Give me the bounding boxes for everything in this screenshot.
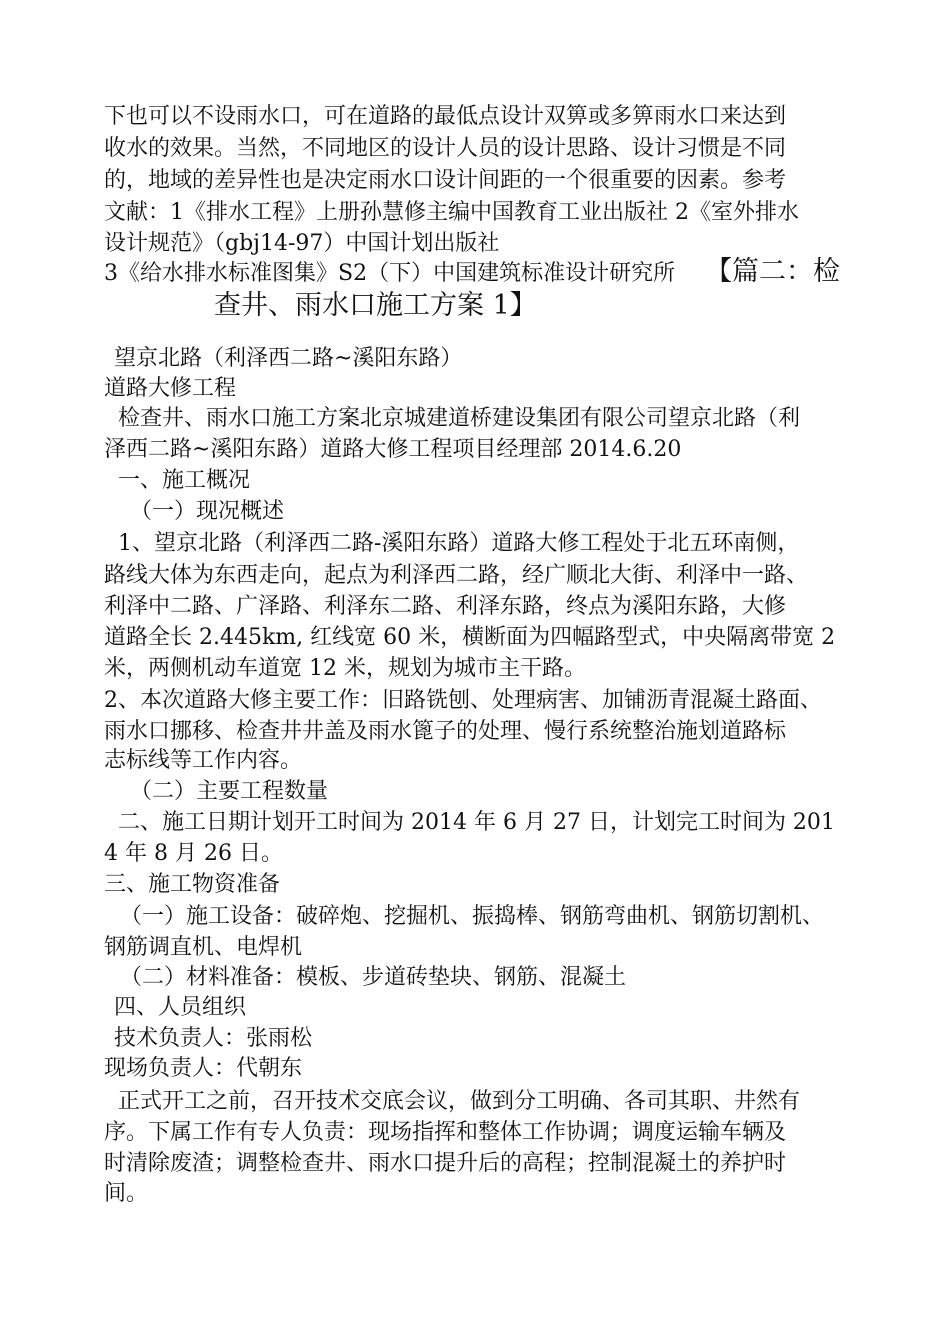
- text-line: 下也可以不设雨水口，可在道路的最低点设计双箅或多箅雨水口来达到: [104, 104, 787, 129]
- text-line: 正式开工之前，召开技术交底会议，做到分工明确、各司其职、井然有: [118, 1089, 801, 1114]
- text-line: 利泽中二路、广泽路、利泽东二路、利泽东路，终点为溪阳东路，大修: [104, 594, 787, 619]
- text-line: 现场负责人：代朝东: [104, 1056, 303, 1081]
- text-line: 道路全长 2.445km, 红线宽 60 米，横断面为四幅路型式，中央隔离带宽 2: [104, 625, 836, 650]
- text-line: 间。: [104, 1181, 149, 1206]
- text-line: 望京北路（利泽西二路~溪阳东路）: [114, 346, 463, 371]
- text-line: 文献：1《排水工程》上册孙慧修主编中国教育工业出版社 2《室外排水: [104, 200, 799, 225]
- section-heading-part2: 查井、雨水口施工方案 1】: [214, 290, 537, 321]
- text-line: 道路大修工程: [104, 376, 237, 401]
- text-line: （二）材料准备：模板、步道砖垫块、钢筋、混凝土: [120, 965, 627, 990]
- text-line: 二、施工日期计划开工时间为 2014 年 6 月 27 日，计划完工时间为 201: [118, 810, 835, 835]
- text-line: 时清除废渣；调整检查井、雨水口提升后的高程；控制混凝土的养护时: [104, 1151, 787, 1176]
- text-line: 收水的效果。当然，不同地区的设计人员的设计思路、设计习惯是不同: [104, 136, 787, 161]
- text-line: 泽西二路~溪阳东路）道路大修工程项目经理部 2014.6.20: [104, 437, 682, 462]
- text-line: 4 年 8 月 26 日。: [104, 841, 283, 866]
- text-line: 技术负责人：张雨松: [114, 1026, 313, 1051]
- text-line: 设计规范》（gbj14-97）中国计划出版社: [104, 231, 500, 256]
- text-line: （一）施工设备：破碎炮、挖掘机、振捣棒、钢筋弯曲机、钢筋切割机、: [120, 904, 825, 929]
- text-line: 1、望京北路（利泽西二路-溪阳东路）道路大修工程处于北五环南侧，: [118, 531, 800, 556]
- text-line: 三、施工物资准备: [104, 872, 281, 897]
- text-line: （一）现况概述: [130, 499, 285, 524]
- text-line: 2、本次道路大修主要工作：旧路铣刨、处理病害、加铺沥青混凝土路面、: [104, 688, 822, 713]
- section-heading-part1: 【篇二：检: [705, 256, 840, 287]
- text-line: 路线大体为东西走向，起点为利泽西二路，经广顺北大街、利泽中一路、: [104, 563, 809, 588]
- text-line: 钢筋调直机、电焊机: [104, 935, 303, 960]
- text-line: 3《给水排水标准图集》S2（下）中国建筑标准设计研究所: [104, 261, 676, 286]
- text-line: 雨水口挪移、检查井井盖及雨水篦子的处理、慢行系统整治施划道路标: [104, 719, 787, 744]
- text-line: 四、人员组织: [114, 995, 247, 1020]
- text-line: 检查井、雨水口施工方案北京城建道桥建设集团有限公司望京北路（利: [118, 406, 801, 431]
- text-line: 序。下属工作有专人负责：现场指挥和整体工作协调；调度运输车辆及: [104, 1120, 787, 1145]
- text-line: 志标线等工作内容。: [104, 748, 303, 773]
- text-line: 的，地域的差异性也是决定雨水口设计间距的一个很重要的因素。参考: [104, 168, 787, 193]
- text-line: 一、施工概况: [118, 468, 251, 493]
- text-line: 米，两侧机动车道宽 12 米，规划为城市主干路。: [104, 656, 586, 681]
- text-line: （二）主要工程数量: [130, 779, 329, 804]
